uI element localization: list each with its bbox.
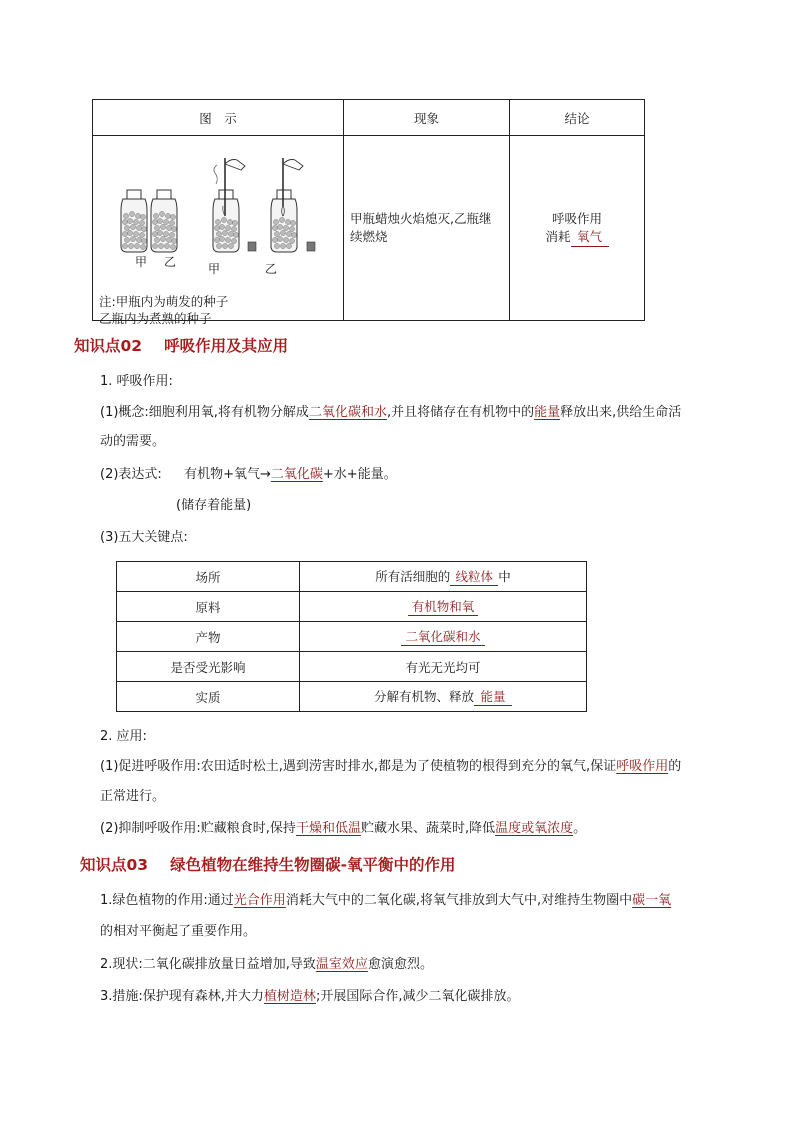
expression-note: (储存着能量) (176, 498, 252, 513)
p2-text-a: 2.现状:二氧化碳排放量日益增加,导致 (100, 957, 316, 972)
section3-p1-line2: 的相对平衡起了重要作用。 (100, 924, 257, 939)
phenomenon-cell: 甲瓶蜡烛火焰熄灭,乙瓶继续燃烧 (344, 136, 510, 321)
concept-line1 (100, 403, 681, 423)
figure-note (99, 293, 228, 327)
application1-line2: 正常进行。 (100, 789, 166, 804)
blank-photosynthesis: 光合作用 (233, 893, 286, 908)
jar-icon (271, 158, 303, 252)
p3-text-a: 3.措施:保护现有森林,并大力 (100, 989, 264, 1004)
conclusion-blank: 氧气 (571, 228, 609, 247)
concept-text-a: (1)概念:细胞利用氧,将有机物分解成 (100, 405, 309, 420)
p2-text-b: 愈演愈烈。 (367, 957, 433, 972)
figure-note-line1: 注:甲瓶内为萌发的种子 (99, 294, 229, 309)
section-title: 绿色植物在维持生物圈碳-氧平衡中的作用 (170, 856, 456, 874)
conclusion-prefix: 消耗 (545, 228, 571, 244)
table-row (117, 622, 587, 652)
table-row (117, 562, 587, 592)
figure-note-line2: 乙瓶内为煮熟的种子 (99, 311, 212, 326)
application1-line1 (100, 757, 681, 777)
key-cell: 原料 (117, 592, 300, 622)
blank-temp-oxygen: 温度或氧浓度 (495, 821, 574, 836)
key-cell: 是否受光影响 (117, 652, 300, 682)
col-header-figure: 图 示 (93, 100, 344, 136)
section3-p1-line1 (100, 891, 671, 911)
arrow-icon: → (259, 467, 271, 482)
p3-text-b: ;开展国际合作,减少二氧化碳排放。 (315, 989, 520, 1004)
value-prefix: 所有活细胞的 (375, 569, 451, 584)
app1-text-a: (1)促进呼吸作用:农田适时松土,遇到涝害时排水,都是为了使植物的根得到充分的氧气,保证 (100, 759, 617, 774)
concept-text-b: ,并且将储存在有机物中的 (386, 405, 535, 420)
conclusion-line1: 呼吸作用 (551, 210, 602, 226)
value-suffix: 中 (498, 569, 511, 584)
value-cell (300, 592, 587, 622)
blank-raw-material: 有机物和氧 (408, 597, 479, 616)
table-row (117, 682, 587, 712)
keypoints-label: (3)五大关键点: (100, 530, 188, 545)
app2-text-c: 。 (573, 821, 587, 836)
value-cell (300, 622, 587, 652)
experiment-table (92, 99, 645, 326)
jar-icon (121, 190, 147, 252)
section3-p2 (100, 955, 433, 975)
item2-title: 2. 应用: (100, 729, 147, 744)
value-cell: 有光无光均可 (300, 652, 587, 682)
candle-stub-icon (248, 242, 256, 251)
jar-icon (213, 158, 245, 252)
expression-line (100, 465, 397, 485)
blank-greenhouse: 温室效应 (315, 957, 368, 972)
label-jar-a: 甲 (135, 255, 148, 269)
expression-label: (2)表达式: (100, 467, 162, 482)
label-jar-b: 乙 (164, 255, 177, 269)
keypoints-table (116, 561, 587, 712)
label-jar-b2: 乙 (265, 262, 278, 276)
table-row (117, 592, 587, 622)
col-header-conclusion: 结论 (510, 100, 645, 136)
key-cell: 场所 (117, 562, 300, 592)
table-row (117, 652, 587, 682)
app1-text-b: 的 (668, 759, 682, 774)
section-title: 呼吸作用及其应用 (164, 337, 289, 355)
section-heading-03 (80, 853, 456, 875)
key-cell: 实质 (117, 682, 300, 712)
blank-afforestation: 植树造林 (263, 989, 316, 1004)
item1-title: 1. 呼吸作用: (100, 374, 173, 389)
concept-line2: 动的需要。 (100, 434, 166, 449)
app2-text-b: 贮藏水果、蔬菜时,降低 (360, 821, 496, 836)
key-cell: 产物 (117, 622, 300, 652)
label-jar-a2: 甲 (208, 262, 221, 276)
blank-product: 二氧化碳和水 (401, 627, 484, 646)
blank-carbon-oxygen: 碳一氧 (632, 893, 672, 908)
value-prefix: 分解有机物、释放 (373, 689, 474, 704)
value-cell (300, 682, 587, 712)
blank-energy: 能量 (534, 405, 561, 420)
section-number: 知识点02 (74, 337, 143, 355)
figure-cell (93, 136, 344, 326)
candle-stub-icon (307, 242, 315, 251)
blank-release-energy: 能量 (474, 687, 512, 706)
value-cell (300, 562, 587, 592)
section-heading-02 (74, 334, 288, 356)
blank-co2-water: 二氧化碳和水 (308, 405, 387, 420)
conclusion-cell (510, 136, 645, 321)
section3-p3 (100, 987, 519, 1007)
blank-mitochondria: 线粒体 (450, 567, 498, 586)
blank-respiration: 呼吸作用 (616, 759, 669, 774)
blank-co2: 二氧化碳 (270, 467, 323, 482)
jar-icon (151, 190, 177, 252)
p1-text-a: 1.绿色植物的作用:通过 (100, 893, 234, 908)
expression-left: 有机物+氧气 (184, 467, 260, 482)
section-number: 知识点03 (80, 856, 149, 874)
expression-right: +水+能量。 (322, 467, 397, 482)
concept-text-c: 释放出来,供给生命活 (560, 405, 682, 420)
blank-dry-low-temp: 干燥和低温 (295, 821, 361, 836)
application2-line (100, 819, 586, 839)
conclusion-line2 (511, 228, 643, 247)
p1-text-b: 消耗大气中的二氧化碳,将氧气排放到大气中,对维持生物圈中 (285, 893, 633, 908)
app2-text-a: (2)抑制呼吸作用:贮藏粮食时,保持 (100, 821, 296, 836)
col-header-phenomenon: 现象 (344, 100, 510, 136)
